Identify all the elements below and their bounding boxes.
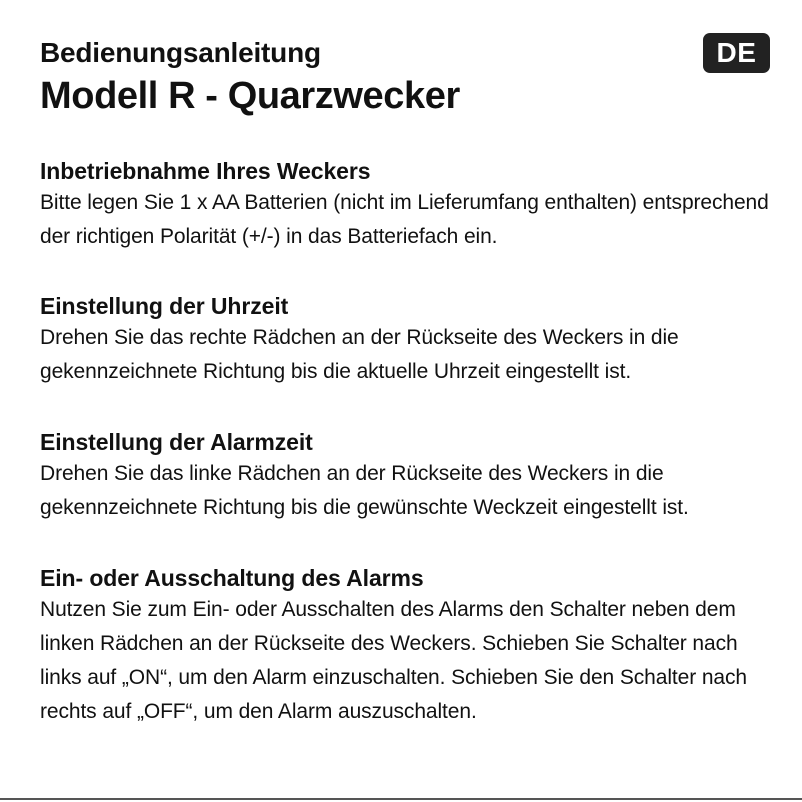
manual-subtitle: Bedienungsanleitung (40, 37, 321, 68)
bottom-divider (0, 798, 802, 800)
section-battery-setup (40, 156, 775, 254)
section-heading: Einstellung der Alarmzeit (40, 429, 313, 455)
section-heading: Inbetriebnahme Ihres Weckers (40, 158, 371, 184)
section-text: Drehen Sie das linke Rädchen an der Rückseite des Weckers in die gekennzeichnete Richtung bis die gewünschte Weckzeit eingestellt ist. (40, 462, 689, 519)
language-badge: DE (703, 33, 770, 73)
manual-header (40, 36, 770, 118)
section-text: Bitte legen Sie 1 x AA Batterien (nicht im Lieferumfang enthalten) entsprechend der richtigen Polarität (+/-) in das Batteriefach ein. (40, 191, 769, 248)
manual-title: Modell R - Quarzwecker (40, 75, 460, 117)
section-text: Nutzen Sie zum Ein- oder Ausschalten des Alarms den Schalter neben dem linken Rädchen an der Rückseite des Weckers. Schieben Sie Schalter nach links auf „ON“, um den Alarm einzuschalten. Schieben Sie den Schalter nach rechts auf „OFF“, um den Alarm auszuschalten. (40, 598, 747, 723)
section-heading: Ein- oder Ausschaltung des Alarms (40, 565, 424, 591)
section-text: Drehen Sie das rechte Rädchen an der Rückseite des Weckers in die gekennzeichnete Richtung bis die aktuelle Uhrzeit eingestellt ist. (40, 326, 679, 383)
section-time-setting (40, 291, 775, 389)
section-heading: Einstellung der Uhrzeit (40, 293, 289, 319)
section-alarm-setting (40, 427, 775, 525)
section-alarm-toggle (40, 563, 775, 729)
